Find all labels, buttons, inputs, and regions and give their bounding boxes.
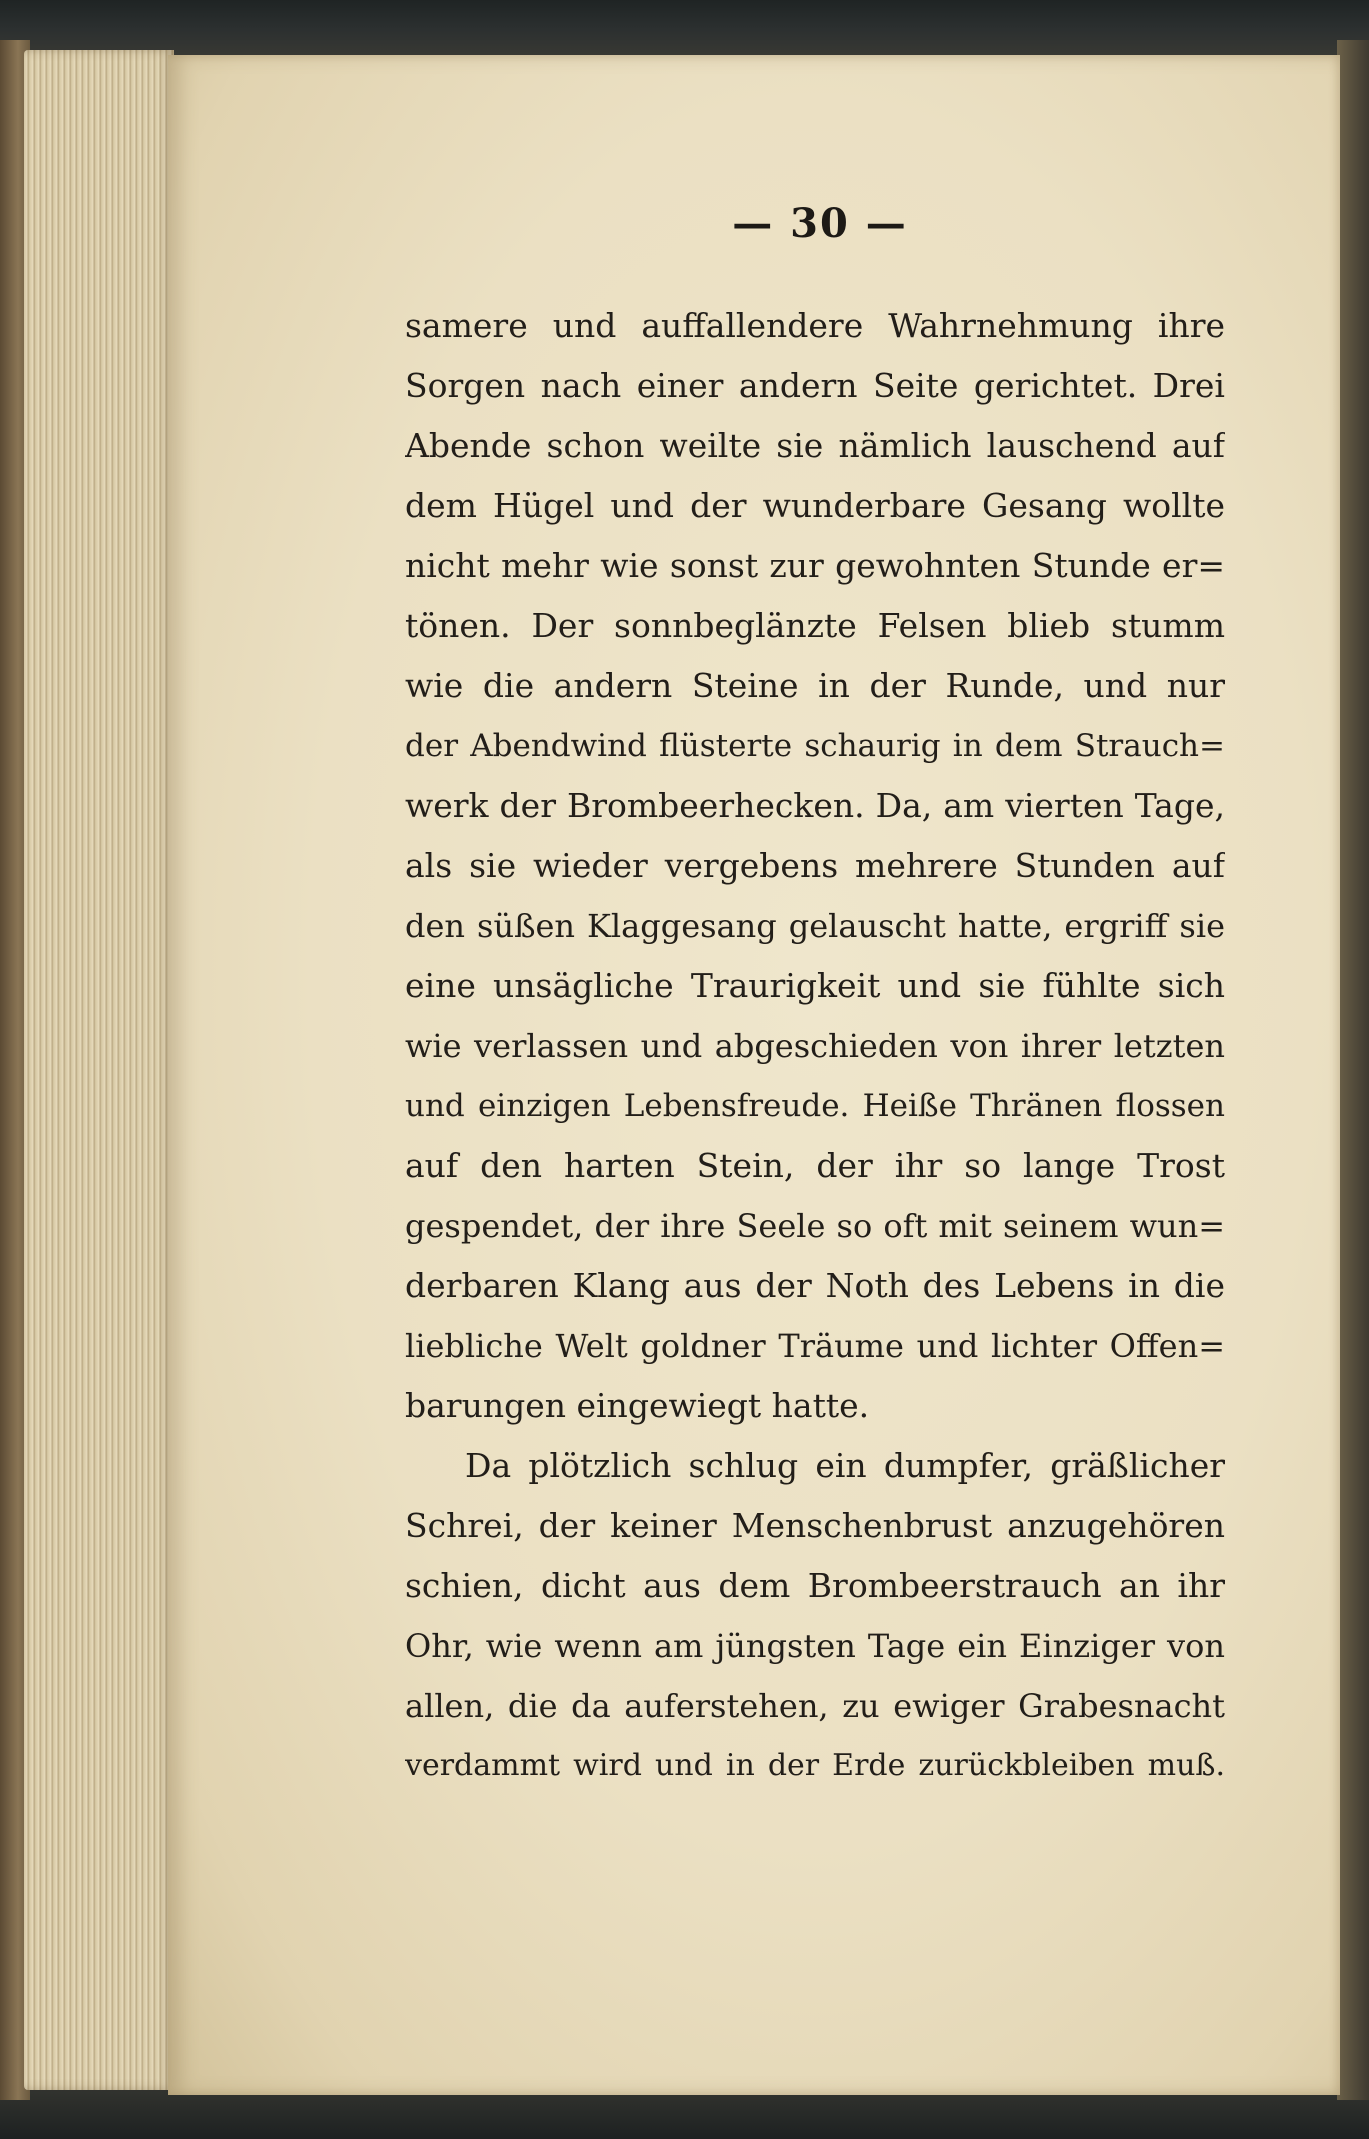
- text-line: wie die andern Steine in der Runde, und nur: [405, 666, 1225, 705]
- text-line: dem Hügel und der wunderbare Gesang wollte: [405, 486, 1225, 525]
- text-line: werk der Brombeerhecken. Da, am vierten Tage,: [405, 786, 1225, 825]
- text-line: barungen eingewiegt hatte.: [405, 1386, 870, 1425]
- text-line: der Abendwind flüsterte schaurig in dem Strauch=: [405, 728, 1225, 764]
- text-line: liebliche Welt goldner Träume und lichter Offen=: [405, 1327, 1225, 1365]
- text-line: nicht mehr wie sonst zur gewohnten Stunde er=: [405, 546, 1225, 585]
- page-stack-edges: [24, 50, 174, 2090]
- text-line: samere und auffallendere Wahrnehmung ihre: [405, 306, 1225, 345]
- text-line: wie verlassen und abgeschieden von ihrer letzten: [405, 1027, 1225, 1065]
- text-line: allen, die da auferstehen, zu ewiger Grabesnacht: [405, 1687, 1225, 1725]
- text-line: tönen. Der sonnbeglänzte Felsen blieb stumm: [405, 606, 1225, 645]
- text-line: Ohr, wie wenn am jüngsten Tage ein Einziger von: [405, 1627, 1225, 1665]
- text-line: als sie wieder vergebens mehrere Stunden auf: [405, 846, 1225, 885]
- page-number: — 30 —: [732, 200, 908, 247]
- text-line: schien, dicht aus dem Brombeerstrauch an ihr: [405, 1566, 1225, 1605]
- text-line: auf den harten Stein, der ihr so lange Trost: [405, 1146, 1225, 1185]
- text-line: verdammt wird und in der Erde zurückbleiben muß.: [405, 1748, 1225, 1783]
- text-line: gespendet, der ihre Seele so oft mit seinem wun=: [405, 1207, 1225, 1245]
- text-line: derbaren Klang aus der Noth des Lebens in die: [405, 1266, 1225, 1305]
- text-line: den süßen Klaggesang gelauscht hatte, ergriff sie: [405, 907, 1225, 945]
- text-line: Schrei, der keiner Menschenbrust anzugehören: [405, 1506, 1225, 1545]
- text-line: Sorgen nach einer andern Seite gerichtet. Drei: [405, 366, 1225, 405]
- page-text: [405, 296, 1225, 1796]
- right-scan-edge: [1337, 40, 1369, 2100]
- text-line: Abende schon weilte sie nämlich lauschend auf: [405, 426, 1225, 465]
- text-line: und einzigen Lebensfreude. Heiße Thränen flossen: [405, 1088, 1225, 1124]
- text-line: eine unsägliche Traurigkeit und sie fühlte sich: [405, 966, 1225, 1005]
- text-line: Da plötzlich schlug ein dumpfer, gräßlicher: [465, 1446, 1225, 1485]
